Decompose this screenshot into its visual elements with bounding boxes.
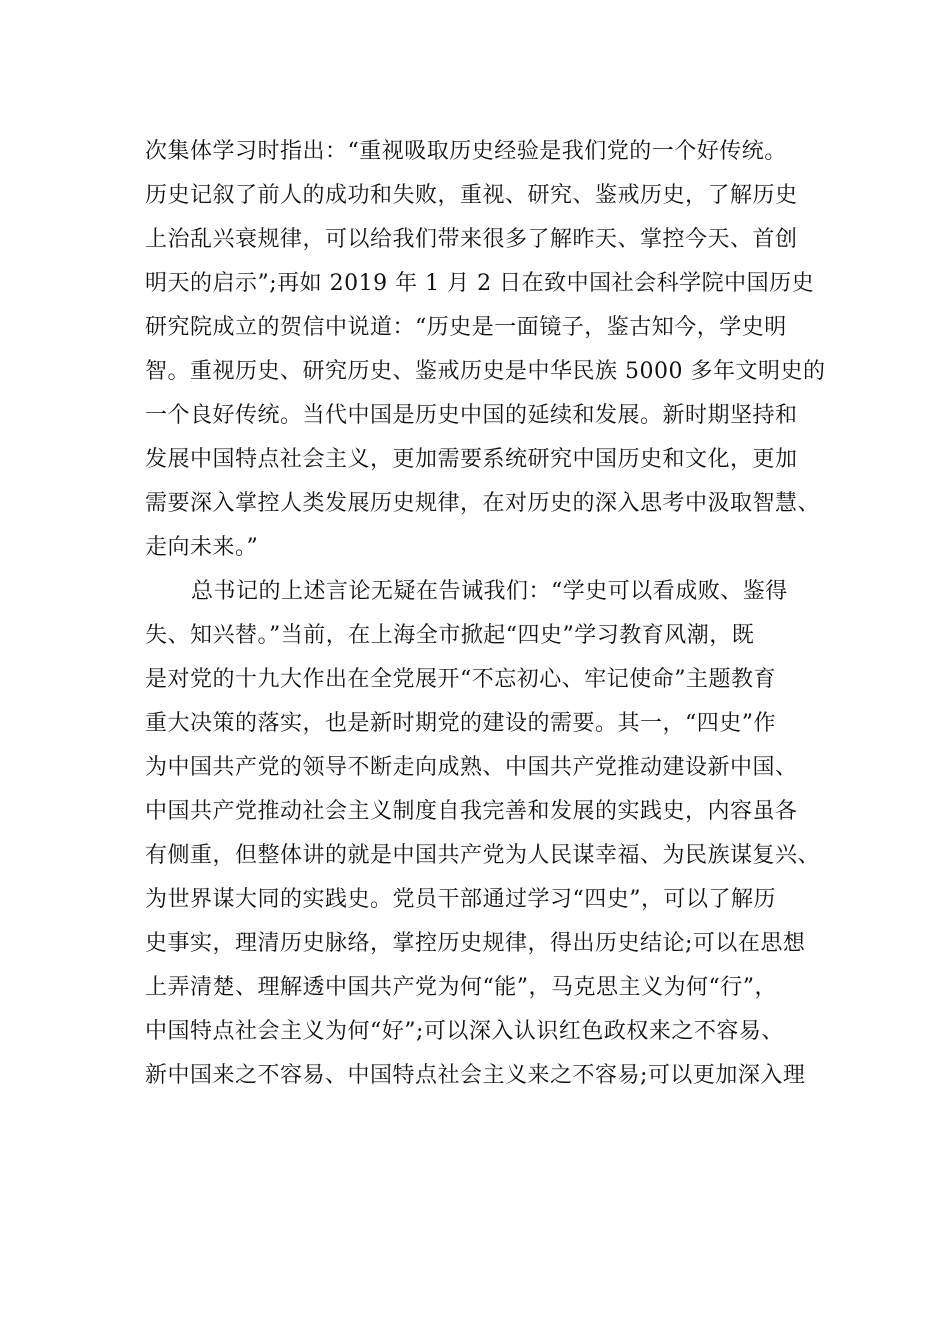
text-line: 历史记叙了前人的成功和失败，重视、研究、鉴戒历史，了解历史 bbox=[145, 183, 798, 208]
text-line: 明天的启示”;再如 2019 年 1 月 2 日在致中国社会科学院中国历史 bbox=[145, 271, 815, 296]
text-line: 新中国来之不容易、中国特点社会主义来之不容易;可以更加深入理 bbox=[145, 1063, 806, 1088]
text-line: 失、知兴替。”当前，在上海全市掀起“四史”学习教育风潮，既 bbox=[145, 623, 755, 648]
text-line: 次集体学习时指出：“重视吸取历史经验是我们党的一个好传统。 bbox=[145, 139, 787, 164]
body-text bbox=[145, 130, 826, 1098]
text-line: 史事实，理清历史脉络，掌控历史规律，得出历史结论;可以在思想 bbox=[145, 931, 806, 956]
text-line: 研究院成立的贺信中说道：“历史是一面镜子，鉴古知今，学史明 bbox=[145, 315, 787, 340]
text-line: 智。重视历史、研究历史、鉴戒历史是中华民族 5000 多年文明史的 bbox=[145, 359, 826, 384]
text-line: 发展中国特点社会主义，更加需要系统研究中国历史和文化，更加 bbox=[145, 447, 798, 472]
text-line: 中国特点社会主义为何“好”;可以深入认识红色政权来之不容易、 bbox=[145, 1019, 784, 1044]
text-line: 为中国共产党的领导不断走向成熟、中国共产党推动建设新中国、 bbox=[145, 755, 798, 780]
text-line: 需要深入掌控人类发展历史规律，在对历史的深入思考中汲取智慧、 bbox=[145, 491, 821, 516]
text-line: 上弄清楚、理解透中国共产党为何“能”，马克思主义为何“行”， bbox=[145, 975, 777, 1000]
text-line: 上治乱兴衰规律，可以给我们带来很多了解昨天、掌控今天、首创 bbox=[145, 227, 798, 252]
paragraph-start-line: 总书记的上述言论无疑在告诫我们：“学史可以看成败、鉴得 bbox=[191, 579, 788, 604]
text-line: 有侧重，但整体讲的就是中国共产党为人民谋幸福、为民族谋复兴、 bbox=[145, 843, 821, 868]
text-line: 为世界谋大同的实践史。党员干部通过学习“四史”，可以了解历 bbox=[145, 887, 776, 912]
text-line: 中国共产党推动社会主义制度自我完善和发展的实践史，内容虽各 bbox=[145, 799, 798, 824]
text-line: 重大决策的落实，也是新时期党的建设的需要。其一，“四史”作 bbox=[145, 711, 776, 736]
text-line: 是对党的十九大作出在全党展开“不忘初心、牢记使命”主题教育 bbox=[145, 667, 776, 692]
text-line: 走向未来。” bbox=[145, 535, 259, 560]
text-line: 一个良好传统。当代中国是历史中国的延续和发展。新时期坚持和 bbox=[145, 403, 798, 428]
